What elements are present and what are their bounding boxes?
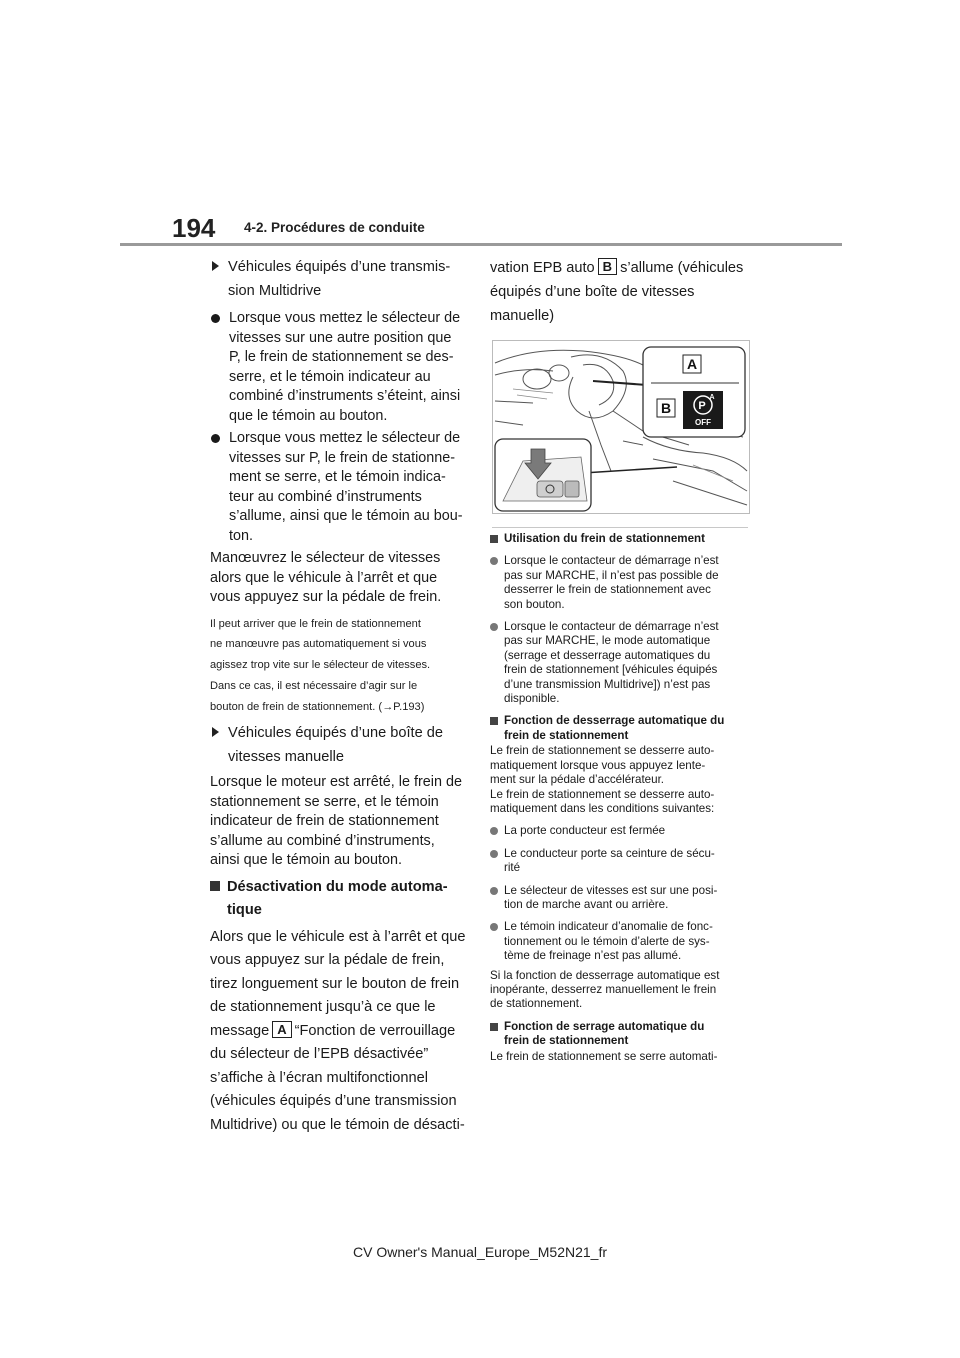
callout-badge-b: B [598, 258, 617, 275]
section-heading: Utilisation du frein de stationnement [490, 532, 752, 546]
dashboard-illustration [493, 341, 749, 513]
svg-text:B: B [660, 400, 672, 416]
parking-brake-illustration [492, 340, 750, 514]
subheading-multidrive: Véhicules équipés d’une transmis- sion Multidrive [210, 256, 466, 303]
paragraph: Le frein de stationnement se serre automati- [490, 1049, 718, 1063]
section-title: 4-2. Procédures de conduite [244, 220, 425, 235]
svg-text:A: A [709, 394, 715, 401]
list-item: Le sélecteur de vitesses est sur une posi- tion de marche avant ou arrière. [490, 884, 752, 913]
bullet-icon [211, 434, 220, 443]
paragraph-continuation: vation EPB auto B s’allume (véhicules équipés d’une boîte de vitesses manuelle) [490, 259, 744, 324]
svg-text:P: P [698, 400, 706, 412]
list-item: Lorsque vous mettez le sélecteur de vitesses sur P, le frein de stationne- ment se serre, et le témoin indica- teur au combiné d’instruments s’allume, ainsi que le témoin au bou- ton. [210, 429, 466, 546]
square-bullet-icon [490, 717, 498, 725]
bullet-icon [490, 827, 498, 835]
left-column [210, 256, 466, 1137]
section-heading: Désactivation du mode automa- tique [210, 876, 466, 923]
list-item: Lorsque vous mettez le sélecteur de vitesses sur une autre position que P, le frein de stationnement se des- serre, et le témoin indicateur au combiné d’instruments s’éteint, ainsi que le témoin au bouton. [210, 309, 466, 426]
list-item: Le témoin indicateur d’anomalie de fonc- tionnement ou le témoin d’alerte de sys- tème de freinage n’est pas allumé. [490, 920, 752, 963]
list-item: La porte conducteur est fermée [490, 824, 752, 838]
header-divider [120, 243, 842, 246]
square-bullet-icon [490, 535, 498, 543]
square-bullet-icon [210, 881, 220, 891]
paragraph: Le frein de stationnement se desserre auto- matiquement lorsque vous appuyez lente- ment sur la pédale d’accélérateur. Le frein de stationnement se desserre auto- matiquement dans les conditions suivantes: [490, 744, 715, 815]
paragraph: Si la fonction de desserrage automatique est inopérante, desserrez manuellement le frein de stationnement. [490, 968, 720, 1011]
triangle-bullet-icon [212, 727, 219, 737]
section-heading: Fonction de serrage automatique du frein de stationnement [490, 1020, 752, 1049]
svg-text:OFF: OFF [695, 418, 711, 427]
figure-divider [492, 527, 748, 528]
list-item: Lorsque le contacteur de démarrage n’est pas sur MARCHE, il n’est pas possible de desserrer le frein de stationnement avec son bouton. [490, 554, 752, 612]
subheading-manual: Véhicules équipés d’une boîte de vitesses manuelle [210, 722, 466, 769]
callout-badge-a: A [272, 1021, 291, 1038]
bullet-icon [211, 314, 220, 323]
triangle-bullet-icon [212, 261, 219, 271]
paragraph: Alors que le véhicule est à l’arrêt et que vous appuyez sur la pédale de frein, tirez longuement sur le bouton de frein de stationnement jusqu’à ce que le message A “Fonction de verrouillage du sélecteur de l’EPB désactivée” s’affiche à l’écran multifonctionnel (véhicules équipés d’une transmission Multidrive) ou que le témoin de désacti- [210, 928, 466, 1133]
bullet-icon [490, 557, 498, 565]
bullet-icon [490, 923, 498, 931]
square-bullet-icon [490, 1023, 498, 1031]
footer-text: CV Owner's Manual_Europe_M52N21_fr [352, 1244, 608, 1260]
list-item: Le conducteur porte sa ceinture de sécu- rité [490, 847, 752, 876]
paragraph: Lorsque le moteur est arrêté, le frein de stationnement se serre, et le témoin indicateur de frein de stationnement s’allume au combiné d’instruments, ainsi que le témoin au bouton. [210, 774, 462, 869]
bullet-icon [490, 850, 498, 858]
page-number: 194 [172, 213, 216, 243]
bullet-icon [490, 887, 498, 895]
section-heading: Fonction de desserrage automatique du frein de stationnement [490, 714, 752, 743]
list-item: Lorsque le contacteur de démarrage n’est pas sur MARCHE, le mode automatique (serrage et desserrage automatiques du frein de stationnement [véhicules équipés d’une transmission Multidrive]) n’est pas disponible. [490, 620, 752, 706]
bullet-icon [490, 623, 498, 631]
right-column-bottom [490, 532, 752, 1064]
right-column-top [490, 256, 760, 328]
paragraph: Manœuvrez le sélecteur de vitesses alors que le véhicule à l’arrêt et que vous appuyez sur la pédale de frein. [210, 550, 442, 605]
svg-text:A: A [686, 356, 698, 372]
note-paragraph: Il peut arriver que le frein de stationnement ne manœuvre pas automatiquement si vous agissez trop vite sur le sélecteur de vitesses. Dans ce cas, il est nécessaire d’agir sur le bouton de frein de stationnement. (→P.193) [210, 617, 431, 713]
